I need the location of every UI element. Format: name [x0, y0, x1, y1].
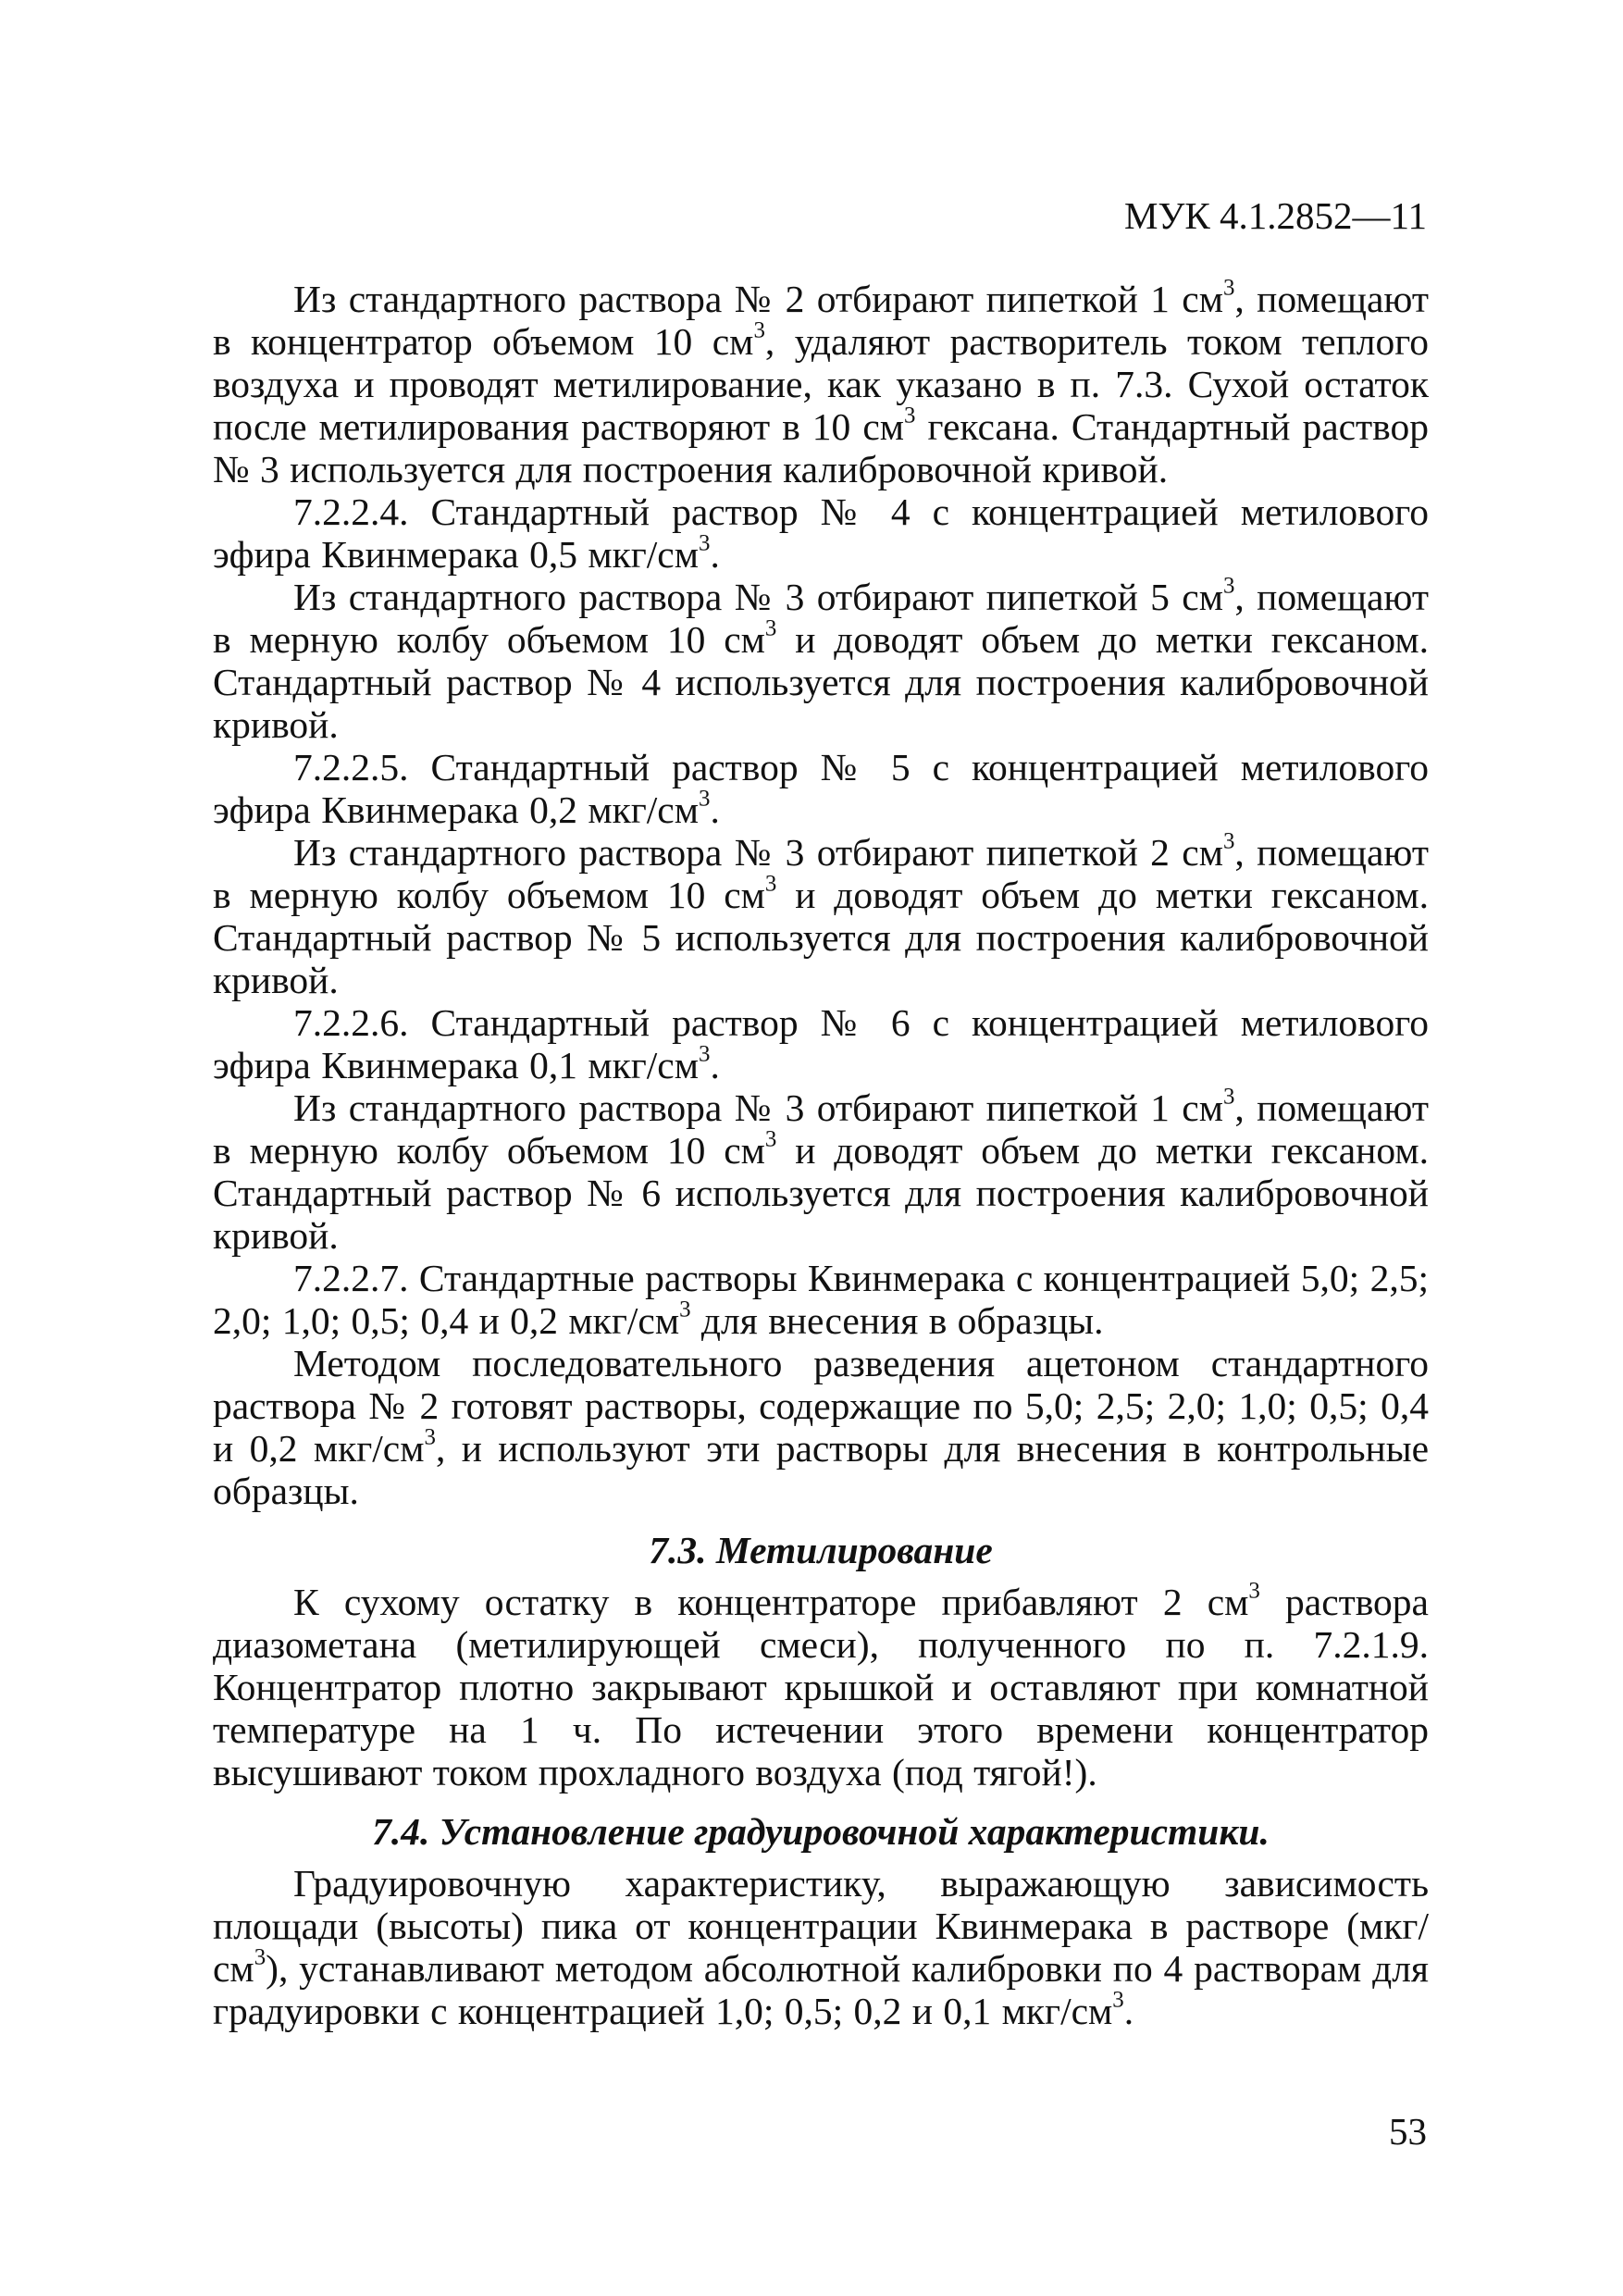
paragraph-standard-solution-4: Из стандартного раствора № 3 отбирают пипеткой 5 $см^3$, помещают в мерную колбу объемом 10 $см^3$ и доводят объем до метки гексаном. Стандартный раствор № 4 используется для построения калибровочной кривой.: [213, 573, 1429, 746]
section-heading-7-4: 7.4. Установление градуировочной характеристики.: [372, 1810, 1270, 1853]
clause-7-2-2-6: 7.2.2.6. Стандартный раствор № 6 с концентрацией метилового эфира Квинмерака 0,1 мкг/$см^3$.: [213, 1001, 1429, 1086]
paragraph-methylation: К сухому остатку в концентраторе прибавляют 2 $см^3$ раствора диазометана (метилирующей смеси), полученного по п. 7.2.1.9. Концентратор плотно закрывают крышкой и оставляют при комнатной температуре на 1 ч. По истечении этого времени концентратор высушивают током прохладного воздуха (под тягой!).: [213, 1578, 1429, 1793]
clause-7-2-2-5: 7.2.2.5. Стандартный раствор № 5 с концентрацией метилового эфира Квинмерака 0,2 мкг/$см^3$.: [213, 746, 1429, 831]
paragraph-serial-dilution: Методом последовательного разведения ацетоном стандартного раствора № 2 готовят растворы, содержащие по 5,0; 2,5; 2,0; 1,0; 0,5; 0,4 и 0,2 мкг/$см^3$, и используют эти растворы для внесения в контрольные образцы.: [213, 1342, 1429, 1512]
page-number: 53: [1389, 2110, 1427, 2153]
clause-7-2-2-7: 7.2.2.7. Стандартные растворы Квинмерака с концентрацией 5,0; 2,5; 2,0; 1,0; 0,5; 0,4 и 0,2 мкг/$см^3$ для внесения в образцы.: [213, 1257, 1429, 1342]
paragraph-calibration: Градуировочную характеристику, выражающую зависимость площади (высоты) пика от концентрации Квинмерака в растворе $(мкг/см^3)$, устанавливают методом абсолютной калибровки по 4 растворам для градуировки с концентрацией 1,0; 0,5; 0,2 и 0,1 мкг/$см^3$.: [213, 1862, 1429, 2032]
section-heading-7-3: 7.3. Метилирование: [649, 1529, 993, 1571]
clause-7-2-2-4: 7.2.2.4. Стандартный раствор № 4 с концентрацией метилового эфира Квинмерака 0,5 мкг/$см^3$.: [213, 490, 1429, 576]
paragraph-standard-solution-5: Из стандартного раствора № 3 отбирают пипеткой 2 $см^3$, помещают в мерную колбу объемом 10 $см^3$ и доводят объем до метки гексаном. Стандартный раствор № 5 используется для построения калибровочной кривой.: [213, 828, 1429, 1001]
paragraph-standard-solution-3: Из стандартного раствора № 2 отбирают пипеткой 1 $см^3$, помещают в концентратор объемом 10 $см^3$, удаляют растворитель током теплого воздуха и проводят метилирование, как указано в п. 7.3. Сухой остаток после метилирования растворяют в 10 $см^3$ гексана. Стандартный раствор № 3 используется для построения калибровочной кривой.: [213, 278, 1429, 490]
page-body: [213, 278, 1429, 2096]
paragraph-standard-solution-6: Из стандартного раствора № 3 отбирают пипеткой 1 $см^3$, помещают в мерную колбу объемом 10 $см^3$ и доводят объем до метки гексаном. Стандартный раствор № 6 используется для построения калибровочной кривой.: [213, 1084, 1429, 1257]
document-code-header: МУК 4.1.2852—11: [1123, 194, 1427, 237]
